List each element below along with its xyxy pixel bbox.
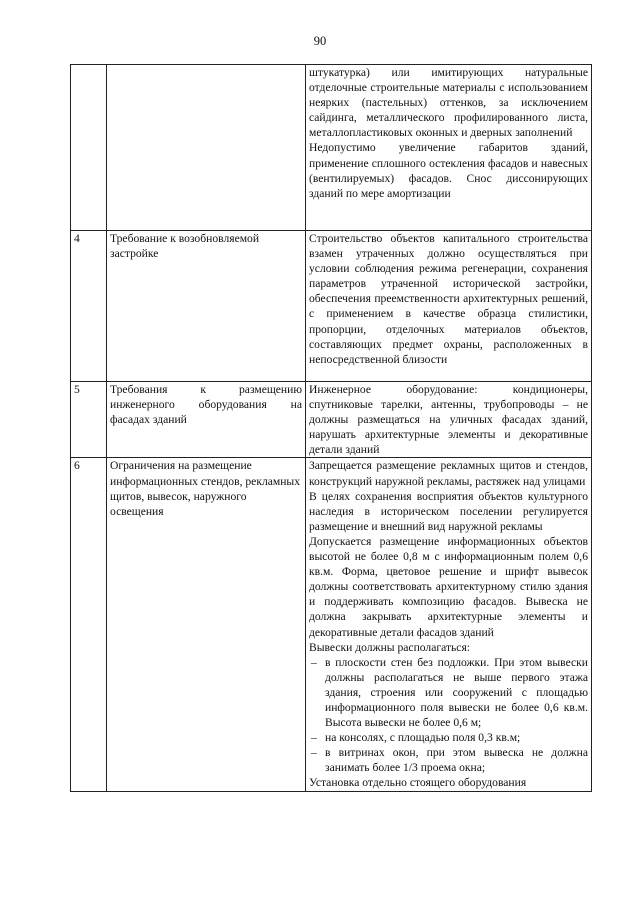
requirement-name: Требования к размещению инженерного оборудования на фасадах зданий bbox=[107, 382, 306, 458]
table-row bbox=[71, 65, 592, 231]
requirement-name: Требование к возобновляемой застройке bbox=[107, 231, 306, 382]
requirements-table bbox=[70, 64, 592, 792]
requirement-text bbox=[306, 382, 592, 458]
row-number: 5 bbox=[71, 382, 107, 458]
paragraph: Допускается размещение информационных объектов высотой не более 0,8 м с информационным полем 0,6 кв.м. Форма, цветовое решение и шрифт вывесок должны соответствовать архитектурному стилю здания и поддерживать композицию фасадов. Вывеска не должна закрывать архитектурные элементы и декоративные детали фасадов зданий bbox=[309, 534, 588, 639]
paragraph: Инженерное оборудование: кондиционеры, спутниковые тарелки, антенны, трубопроводы – не должны размещаться на уличных фасадах зданий, нарушать архитектурные элементы и декоративные детали зданий bbox=[309, 383, 588, 457]
page-number: 90 bbox=[313, 34, 327, 48]
row-number bbox=[71, 65, 107, 231]
paragraph: Запрещается размещение рекламных щитов и стендов, конструкций наружной рекламы, растяжек над улицами bbox=[309, 459, 588, 488]
paragraph: Недопустимо увеличение габаритов зданий, применение сплошного остекления фасадов и навесных (вентилируемых) фасадов. Снос диссонирующих зданий по мере амортизации bbox=[309, 141, 588, 200]
list-item: – в плоскости стен без подложки. При этом вывески должны располагаться не выше первого этажа здания, строения или сооружений с площадью информационного поля вывески не более 0,6 кв.м. Высота вывески не более 0,6 м; bbox=[309, 655, 588, 730]
row-number: 6 bbox=[71, 458, 107, 791]
paragraph: штукатурка) или имитирующих натуральные отделочные строительные материалы с использованием неярких (пастельных) оттенков, за исключением сайдинга, металлического профилированного листа, металлопластиковых оконных и дверных заполнений bbox=[309, 66, 588, 140]
list-item: – в витринах окон, при этом вывеска не должна занимать более 1/3 проема окна; bbox=[309, 745, 588, 775]
table-row bbox=[71, 231, 592, 382]
requirement-text bbox=[306, 231, 592, 382]
paragraph: Строительство объектов капитального строительства взамен утраченных должно осуществляться при условии соблюдения режима регенерации, сохранения параметров утраченной исторической застройки, обеспечения преемственности архитектурных решений, с применением в качестве образца стилистики, пропорции, отделочных материалов объектов, составляющих предмет охраны, расположенных в непосредственной близости bbox=[309, 232, 588, 366]
requirement-text bbox=[306, 458, 592, 791]
row-number: 4 bbox=[71, 231, 107, 382]
list-item: – на консолях, с площадью поля 0,3 кв.м; bbox=[309, 730, 588, 745]
table-row bbox=[71, 458, 592, 791]
requirement-name bbox=[107, 65, 306, 231]
paragraph: Вывески должны располагаться: bbox=[309, 640, 470, 654]
requirement-text bbox=[306, 65, 592, 231]
paragraph: Установка отдельно стоящего оборудования bbox=[309, 776, 527, 790]
paragraph: В целях сохранения восприятия объектов культурного наследия в историческом поселении регулируется размещение и внешний вид наружной рекламы bbox=[309, 489, 588, 533]
requirement-name: Ограничения на размещение информационных стендов, рекламных щитов, вывесок, наружного освещения bbox=[107, 458, 306, 791]
table-row bbox=[71, 382, 592, 458]
dash-list bbox=[309, 655, 588, 776]
